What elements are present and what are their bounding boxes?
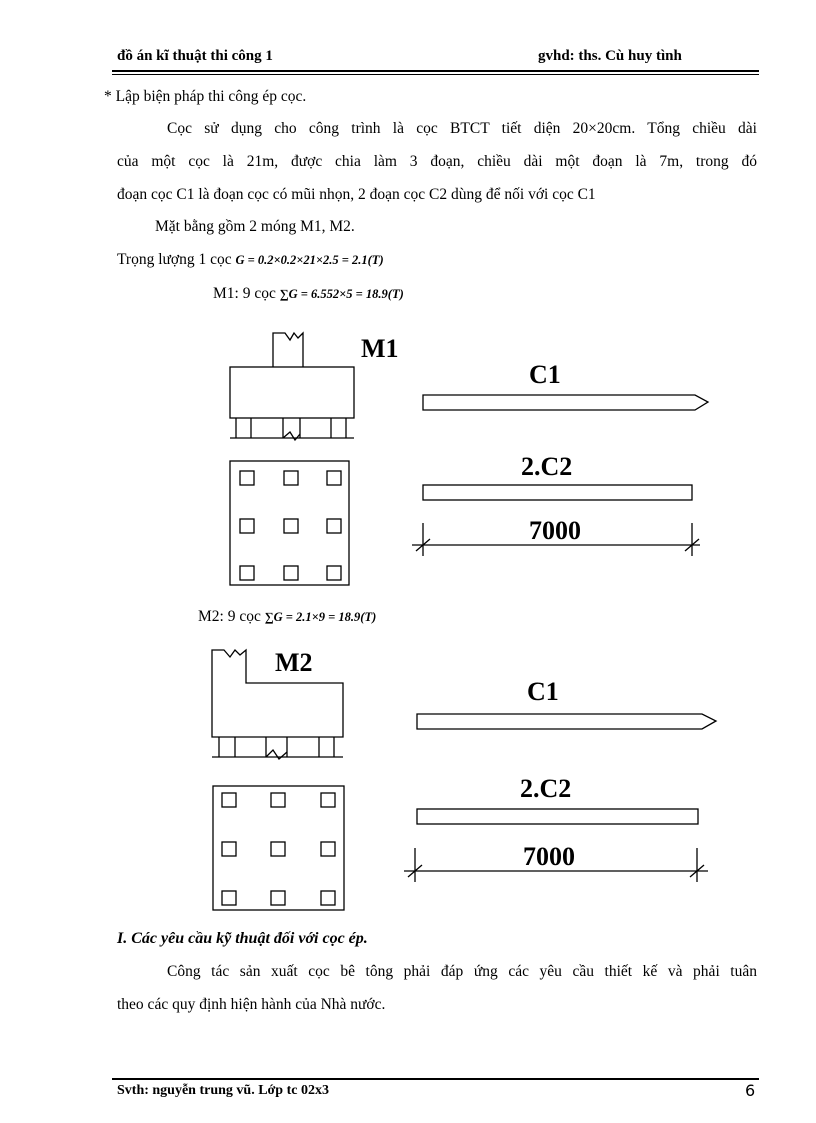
m2-c1-label: C1 bbox=[527, 677, 559, 706]
m1-label: M1 bbox=[361, 334, 399, 363]
header-left: đồ án kĩ thuật thi công 1 bbox=[117, 48, 273, 64]
para2-line: Mặt bằng gồm 2 móng M1, M2. bbox=[155, 218, 355, 235]
weight-formula: G = 0.2×0.2×21×2.5 = 2.1(T) bbox=[235, 253, 384, 267]
m2-label: M2 bbox=[275, 648, 313, 677]
footer-left: Svth: nguyễn trung vũ. Lớp tc 02x3 bbox=[117, 1083, 329, 1098]
m2-label: M2: 9 cọc bbox=[198, 608, 261, 625]
m2-c2-label: 2.C2 bbox=[520, 774, 572, 803]
m1-formula: ∑G = 6.552×5 = 18.9(T) bbox=[279, 287, 404, 301]
m1-dimension-label: 7000 bbox=[529, 516, 581, 545]
para1-line2: của một cọc là 21m, được chia làm 3 đoạn, chiều dài một đoạn là 7m, trong đó bbox=[117, 153, 757, 170]
m2-pile-grid bbox=[222, 793, 335, 905]
m2-pile-c1 bbox=[417, 714, 716, 729]
m1-label: M1: 9 cọc bbox=[213, 285, 276, 302]
para1-line1: Cọc sử dụng cho công trình là cọc BTCT tiết diện 20×20cm. Tổng chiều dài bbox=[167, 120, 757, 137]
m2-formula: ∑G = 2.1×9 = 18.9(T) bbox=[264, 610, 377, 624]
m2-break-mark bbox=[266, 750, 287, 759]
m2-pile-c2 bbox=[417, 809, 698, 824]
weight-label: Trọng lượng 1 cọc bbox=[117, 251, 232, 268]
m2-pile-stubs bbox=[219, 737, 334, 757]
footer-rule bbox=[112, 1078, 759, 1080]
m1-c2-label: 2.C2 bbox=[521, 452, 573, 481]
m2-dimension-label: 7000 bbox=[523, 842, 575, 871]
section-line1: Công tác sản xuất cọc bê tông phải đáp ứng các yêu cầu thiết kế và phải tuân bbox=[167, 963, 757, 980]
intro-line: * Lập biện pháp thi công ép cọc. bbox=[104, 88, 307, 105]
page-number: 6 bbox=[745, 1081, 756, 1100]
m1-c1-label: C1 bbox=[529, 360, 561, 389]
para1-line3: đoạn cọc C1 là đoạn cọc có mũi nhọn, 2 đoạn cọc C2 dùng để nối với cọc C1 bbox=[117, 186, 596, 203]
section-line2: theo các quy định hiện hành của Nhà nước. bbox=[117, 996, 386, 1013]
section-heading: I. Các yêu cầu kỹ thuật đối với cọc ép. bbox=[117, 930, 368, 947]
header-right: gvhd: ths. Cù huy tình bbox=[538, 48, 682, 64]
